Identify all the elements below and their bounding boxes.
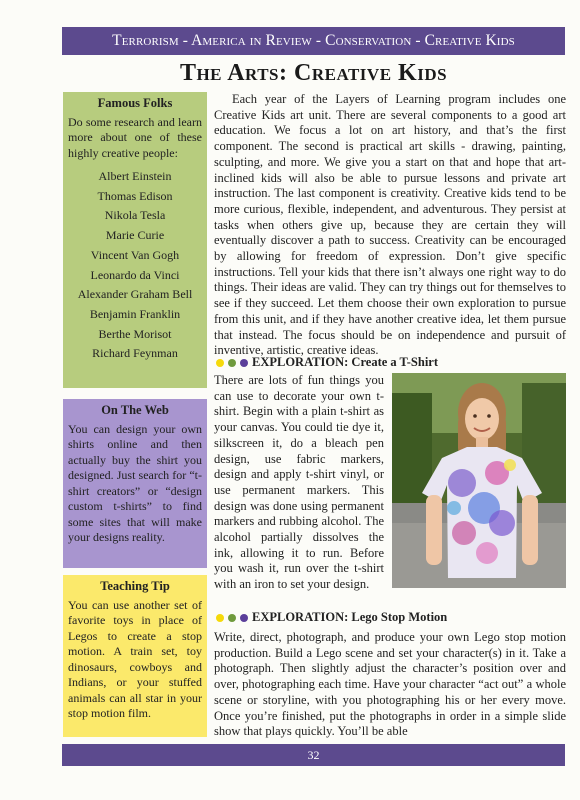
famous-person: Benjamin Franklin — [89, 306, 181, 321]
difficulty-dots — [216, 359, 248, 367]
header-nav-bar — [62, 27, 565, 55]
green-dot-icon — [228, 614, 236, 622]
famous-person: Marie Curie — [105, 228, 165, 243]
page-number: 32 — [307, 747, 320, 762]
teaching-tip-heading: Teaching Tip — [100, 579, 170, 593]
exploration-2-title: EXPLORATION: Lego Stop Motion — [252, 610, 448, 624]
famous-folks-list — [68, 167, 202, 364]
famous-folks-intro: Do some research and learn more about one of these highly creative people: — [68, 114, 202, 160]
green-dot-icon — [228, 359, 236, 367]
famous-folks-heading: Famous Folks — [97, 96, 173, 110]
exploration-2-text: Write, direct, photograph, and produce your own Lego stop motion production. Build a Lego scene and set your character(s) in it. Take a photograph. Then slightly adjust the character’s position over and over, photographing each time. Have your character “act out” a whole scene or storyline, with you photographing his or her every move. Once you’re finished, put the photographs in order in a simple slide show that plays quickly. You’ll be able — [214, 630, 566, 739]
famous-person: Richard Feynman — [92, 346, 178, 361]
famous-person: Leonardo da Vinci — [90, 267, 180, 282]
purple-dot-icon — [240, 359, 248, 367]
exploration-2-body — [214, 630, 566, 740]
famous-person: Nikola Tesla — [104, 208, 166, 223]
teaching-tip-box — [63, 575, 207, 737]
yellow-dot-icon — [216, 614, 224, 622]
teaching-tip-text: You can use another set of favorite toys in place of Legos to create a stop motion. A train set, toy dinosaurs, cowboys and Indians, or your stuffed animals can all star in your stop motion film. — [68, 597, 202, 720]
on-the-web-text: You can design your own shirts online and then actually buy the shirt you designed. Just search for “t-shirt creators” or “design custom t-shirts” to find some sites that will make your designs reality. — [68, 421, 202, 544]
exploration-1-heading — [214, 355, 566, 370]
famous-person: Alexander Graham Bell — [77, 287, 193, 302]
yellow-dot-icon — [216, 359, 224, 367]
famous-person: Vincent Van Gogh — [90, 247, 180, 262]
header-nav-text: Terrorism - America in Review - Conservation - Creative Kids — [112, 32, 515, 49]
exploration-2-heading — [214, 610, 566, 625]
difficulty-dots — [216, 614, 248, 622]
exploration-1-text: There are lots of fun things you can use to decorate your own t-shirt. Begin with a plain t-shirt as your canvas. You could tie dye it, silkscreen it, do a bleach pen design, use fabric markers, design and apply t-shirt vinyl, or use permanent markers. This design was done using permanent markers and rubbing alcohol. The alcohol partially dissolves the ink, allowing it to run. Before you wash it, run over the t-shirt with an iron to set your design. — [214, 373, 384, 592]
on-the-web-box — [63, 399, 207, 568]
tshirt-photo — [392, 373, 566, 588]
famous-person: Albert Einstein — [98, 169, 172, 183]
famous-person: Berthe Morisot — [98, 326, 172, 341]
on-the-web-heading: On The Web — [101, 403, 169, 417]
famous-person: Thomas Edison — [97, 188, 173, 203]
page-title: The Arts: Creative Kids — [179, 60, 448, 86]
intro-paragraph — [214, 92, 566, 359]
exploration-1-title: EXPLORATION: Create a T-Shirt — [252, 355, 438, 369]
intro-text: Each year of the Layers of Learning program includes one Creative Kids art unit. There are several components to a good art education. We focus a lot on art history, and that’s the first component. The second is practical art skills - drawing, painting, sculpting, and more. We give you a start on that and hope that art-inclined kids will also be able to pursue lessons and private art instruction. The last component is creativity. Creative kids tend to be more curious, flexible, independent, and adventurous. They persist at tasks when others give up, because they are certain they will eventually discover a path to success. Creativity can be encouraged by allowing for freedom of expression. Don’t give specific instructions. Tell your kids that there isn’t always one right way to do things. Their ideas are valid. They can try things out for themselves to see if they succeed. Let them choose their own exploration to pursue from this unit, and if they have another creative idea, let them pursue that instead. The focus should be on independence and pursuit of inventive, artistic, creative ideas. — [214, 92, 566, 358]
girl-in-tshirt-image — [392, 373, 566, 588]
footer-bar — [62, 744, 565, 766]
famous-folks-box — [63, 92, 207, 388]
purple-dot-icon — [240, 614, 248, 622]
exploration-1-body — [214, 373, 384, 593]
